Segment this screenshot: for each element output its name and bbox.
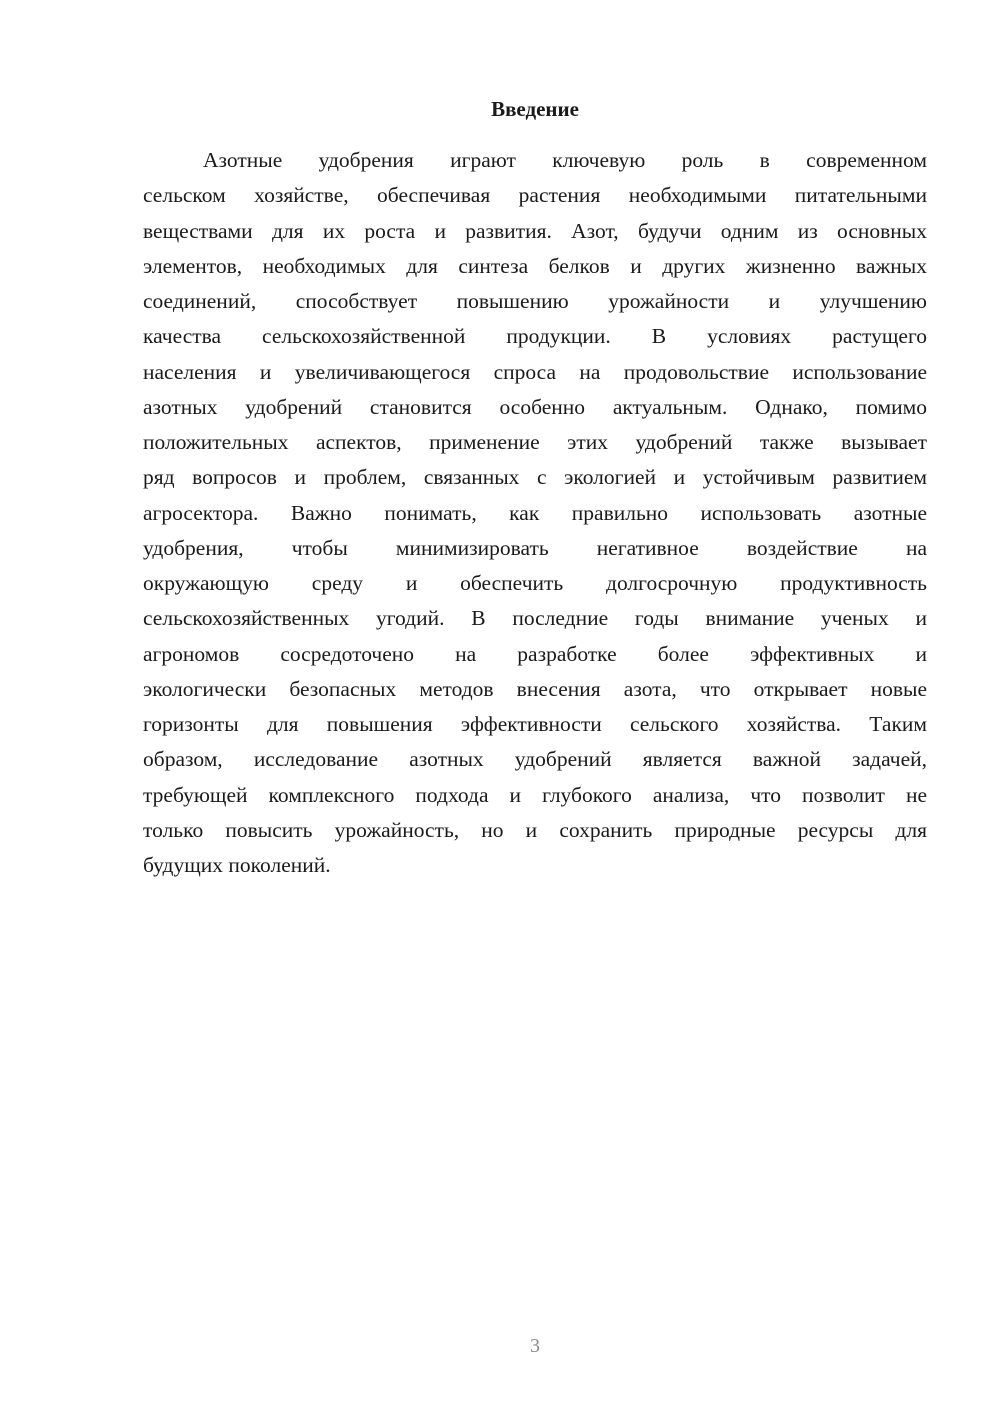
text-line: азотных удобрений становится особенно актуальным. Однако, помимо bbox=[143, 394, 927, 419]
text-line: горизонты для повышения эффективности сельского хозяйства. Таким bbox=[143, 712, 927, 736]
text-line: удобрения, чтобы минимизировать негативное воздействие на bbox=[143, 535, 927, 560]
text-line: агросектора. Важно понимать, как правильно использовать азотные bbox=[143, 500, 927, 525]
text-line: веществами для их роста и развития. Азот, будучи одним из основных bbox=[143, 218, 927, 243]
text-line: ряд вопросов и проблем, связанных с экологией и устойчивым развитием bbox=[143, 465, 927, 490]
text-line: будущих поколений. bbox=[143, 853, 331, 877]
text-line: окружающую среду и обеспечить долгосрочную продуктивность bbox=[143, 571, 927, 595]
text-line: качества сельскохозяйственной продукции. В условиях растущего bbox=[143, 324, 927, 349]
page-number: 3 bbox=[530, 1335, 540, 1357]
text-line: положительных аспектов, применение этих удобрений также вызывает bbox=[143, 430, 927, 454]
text-line: экологически безопасных методов внесения азота, что открывает новые bbox=[143, 676, 927, 701]
text-line: агрономов сосредоточено на разработке более эффективных и bbox=[143, 641, 927, 666]
paragraph bbox=[143, 145, 927, 885]
text-line: сельскохозяйственных угодий. В последние годы внимание ученых и bbox=[143, 606, 927, 631]
text-line: Азотные удобрения играют ключевую роль в современном bbox=[203, 148, 927, 172]
text-line: элементов, необходимых для синтеза белков и других жизненно важных bbox=[143, 253, 927, 278]
text-line: сельском хозяйстве, обеспечивая растения необходимыми питательными bbox=[143, 183, 927, 208]
text-line: требующей комплексного подхода и глубокого анализа, что позволит не bbox=[143, 782, 927, 807]
text-line: образом, исследование азотных удобрений является важной задачей, bbox=[143, 747, 927, 772]
text-line: только повысить урожайность, но и сохранить природные ресурсы для bbox=[143, 817, 927, 842]
text-line: населения и увеличивающегося спроса на продовольствие использование bbox=[143, 359, 927, 384]
text-line: соединений, способствует повышению урожайности и улучшению bbox=[143, 289, 927, 313]
section-title: Введение bbox=[491, 97, 579, 121]
